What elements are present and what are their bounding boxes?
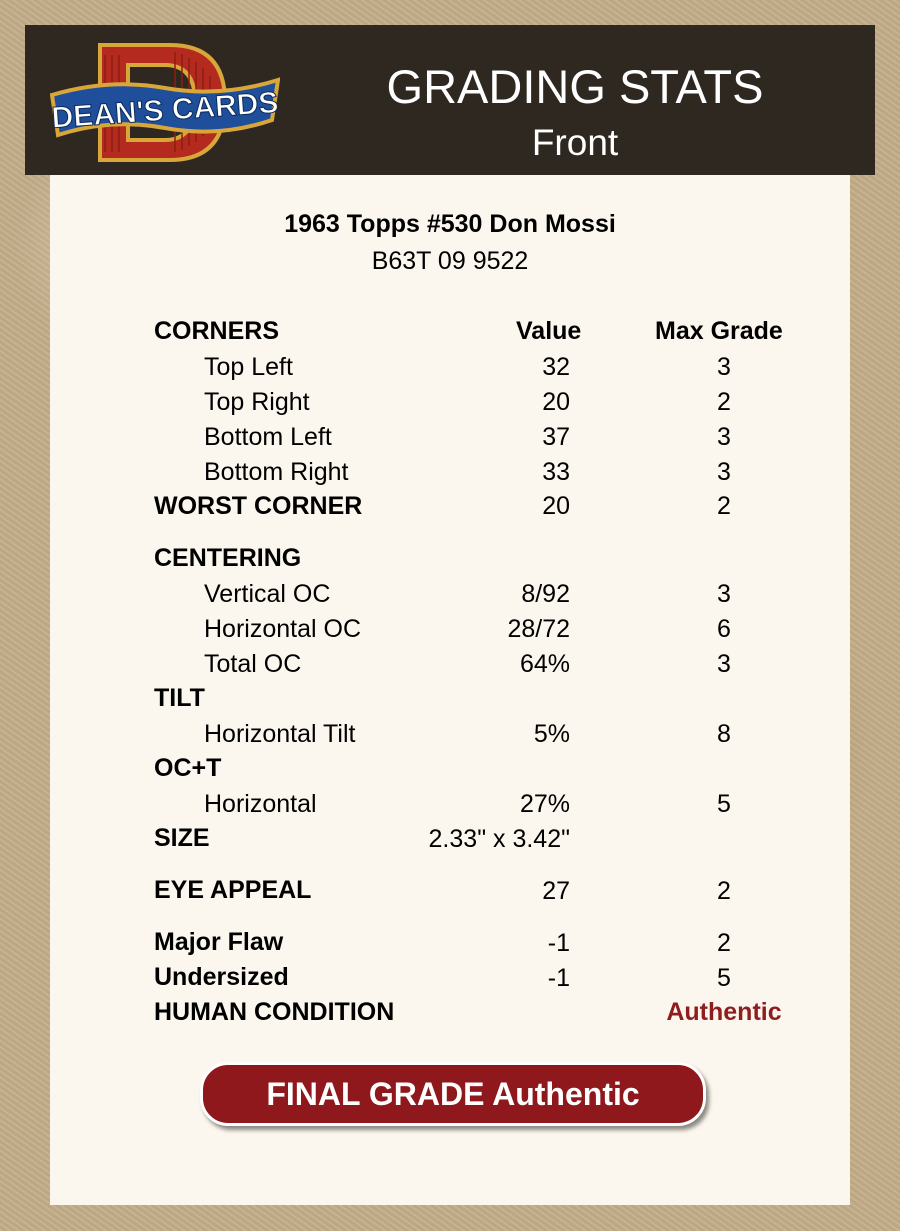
human-condition-grade: Authentic bbox=[666, 998, 782, 1026]
corner-max-grade: 3 bbox=[717, 423, 731, 451]
human-condition-label: HUMAN CONDITION bbox=[154, 998, 395, 1026]
centering-max-grade: 6 bbox=[717, 615, 731, 643]
undersized-label: Undersized bbox=[154, 963, 289, 991]
eye-appeal-label: EYE APPEAL bbox=[154, 876, 312, 904]
centering-value: 28/72 bbox=[507, 615, 570, 643]
size-value: 2.33" x 3.42" bbox=[428, 825, 570, 853]
tilt-label: Horizontal Tilt bbox=[204, 720, 356, 748]
grading-panel bbox=[50, 175, 850, 1205]
page-title: GRADING STATS bbox=[386, 60, 764, 113]
centering-label: Total OC bbox=[204, 650, 302, 678]
worst-corner-max-grade: 2 bbox=[717, 492, 731, 520]
centering-max-grade: 3 bbox=[717, 650, 731, 678]
centering-label: Horizontal OC bbox=[204, 615, 361, 643]
corner-max-grade: 3 bbox=[717, 353, 731, 381]
corners-heading: CORNERS bbox=[154, 317, 280, 345]
centering-label: Vertical OC bbox=[204, 580, 331, 608]
corner-label: Bottom Left bbox=[204, 423, 332, 451]
major-flaw-value: -1 bbox=[547, 929, 570, 957]
corner-label: Bottom Right bbox=[204, 458, 349, 486]
eye-appeal-value: 27 bbox=[542, 877, 570, 905]
worst-corner-value: 20 bbox=[542, 492, 570, 520]
card-code: B63T 09 9522 bbox=[371, 247, 529, 275]
undersized-value: -1 bbox=[547, 964, 570, 992]
max-grade-column-header: Max Grade bbox=[655, 317, 783, 345]
corner-value: 33 bbox=[542, 458, 570, 486]
corner-max-grade: 3 bbox=[717, 458, 731, 486]
oct-max-grade: 5 bbox=[717, 790, 731, 818]
major-flaw-max-grade: 2 bbox=[717, 929, 731, 957]
corner-value: 32 bbox=[542, 353, 570, 381]
centering-max-grade: 3 bbox=[717, 580, 731, 608]
corner-label: Top Right bbox=[204, 388, 310, 416]
page-subtitle: Front bbox=[531, 122, 619, 163]
worst-corner-label: WORST CORNER bbox=[154, 492, 363, 520]
deans-cards-logo bbox=[50, 40, 280, 165]
eye-appeal-max-grade: 2 bbox=[717, 877, 731, 905]
major-flaw-label: Major Flaw bbox=[154, 928, 284, 956]
tilt-max-grade: 8 bbox=[717, 720, 731, 748]
corner-max-grade: 2 bbox=[717, 388, 731, 416]
size-label: SIZE bbox=[154, 824, 210, 852]
corner-value: 37 bbox=[542, 423, 570, 451]
header-bar bbox=[25, 25, 875, 175]
tilt-value: 5% bbox=[533, 720, 570, 748]
corner-value: 20 bbox=[542, 388, 570, 416]
centering-value: 8/92 bbox=[521, 580, 570, 608]
undersized-max-grade: 5 bbox=[717, 964, 731, 992]
centering-heading: CENTERING bbox=[154, 544, 302, 572]
card-name: 1963 Topps #530 Don Mossi bbox=[284, 210, 616, 238]
corner-label: Top Left bbox=[204, 353, 293, 381]
tilt-heading: TILT bbox=[154, 684, 205, 712]
logo-text: DEAN'S CARDS bbox=[50, 86, 280, 135]
final-grade-badge: FINAL GRADE Authentic bbox=[200, 1062, 706, 1126]
oct-label: Horizontal bbox=[204, 790, 317, 818]
oct-value: 27% bbox=[519, 790, 570, 818]
oct-heading: OC+T bbox=[154, 754, 222, 782]
value-column-header: Value bbox=[516, 317, 582, 345]
centering-value: 64% bbox=[519, 650, 570, 678]
